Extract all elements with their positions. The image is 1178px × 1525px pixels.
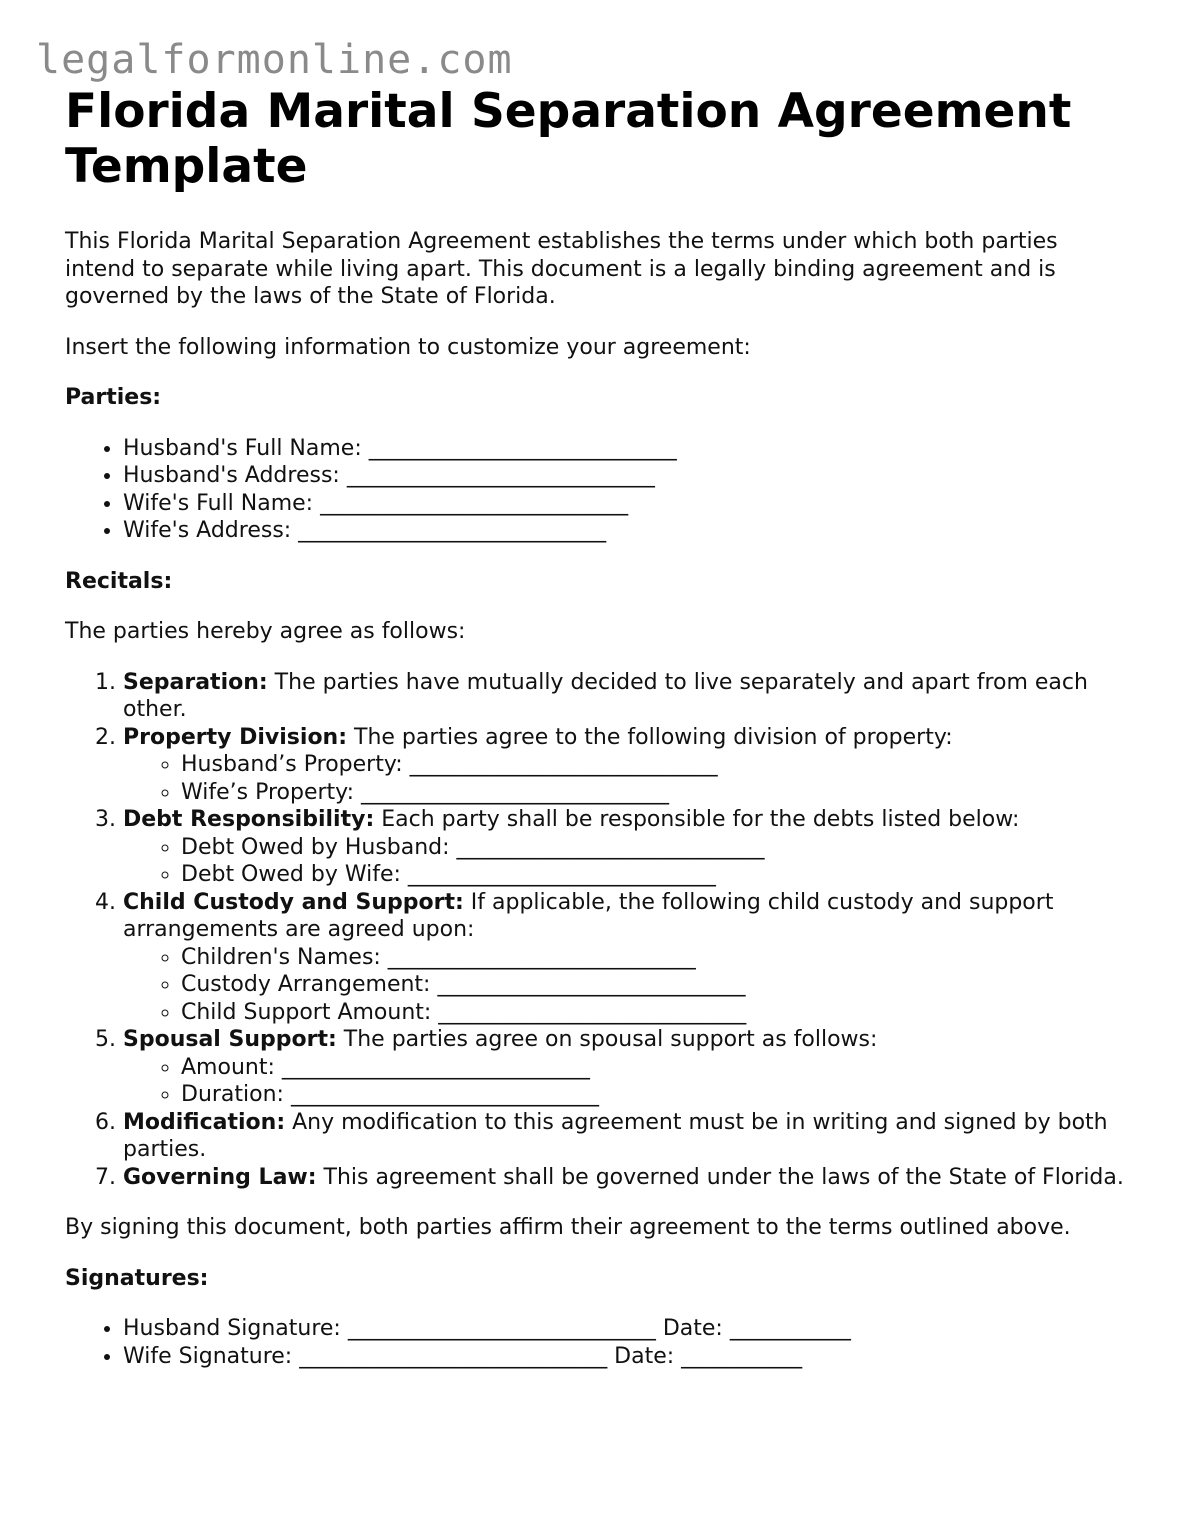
- field-debt-husband: ◦ Debt Owed by Husband: ____________________________: [181, 834, 1125, 862]
- recitals-heading: Recitals:: [65, 568, 173, 594]
- affirmation-paragraph: By signing this document, both parties affirm their agreement to the terms outlined above.: [65, 1215, 1071, 1240]
- property-sublist: [123, 751, 1125, 806]
- term-debt-responsibility: [123, 806, 1125, 889]
- term-governing-law: [123, 1164, 1125, 1192]
- instruction-paragraph: Insert the following information to customize your agreement:: [65, 334, 751, 360]
- field-spousal-duration: ◦ Duration: ____________________________: [181, 1081, 1125, 1109]
- field-children-names: ◦ Children's Names: ____________________________: [181, 944, 1125, 972]
- party-field-husband-name: • Husband's Full Name: ____________________________: [123, 435, 1125, 463]
- term-spousal-support: [123, 1026, 1125, 1109]
- term-modification: [123, 1109, 1125, 1164]
- terms-list: [65, 669, 1125, 1192]
- term-label: Property Division:: [123, 724, 348, 750]
- term-text: Any modification to this agreement must be in writing and signed by both parties.: [123, 1109, 1108, 1162]
- custody-sublist: [123, 944, 1125, 1027]
- document-page: [65, 84, 1125, 1370]
- party-field-husband-address: • Husband's Address: ____________________________: [123, 462, 1125, 490]
- debt-sublist: [123, 834, 1125, 889]
- spousal-sublist: [123, 1054, 1125, 1109]
- field-debt-wife: ◦ Debt Owed by Wife: ____________________________: [181, 861, 1125, 889]
- term-separation: [123, 669, 1125, 724]
- term-text: This agreement shall be governed under the laws of the State of Florida.: [316, 1164, 1124, 1190]
- term-label: Child Custody and Support:: [123, 889, 464, 915]
- recitals-lead: The parties hereby agree as follows:: [65, 619, 466, 644]
- field-child-support-amount: ◦ Child Support Amount: ____________________________: [181, 999, 1125, 1027]
- field-custody-arrangement: ◦ Custody Arrangement: ____________________________: [181, 971, 1125, 999]
- term-label: Spousal Support:: [123, 1027, 337, 1052]
- signatures-heading: Signatures:: [65, 1265, 209, 1291]
- field-spousal-amount: ◦ Amount: ____________________________: [181, 1054, 1125, 1082]
- term-label: Governing Law:: [123, 1164, 317, 1190]
- parties-heading: Parties:: [65, 385, 162, 410]
- term-label: Separation:: [123, 669, 268, 695]
- field-wife-property: ◦ Wife’s Property: ____________________________: [181, 779, 1125, 807]
- term-property-division: [123, 724, 1125, 807]
- term-text: The parties agree on spousal support as follows:: [336, 1027, 878, 1052]
- field-husband-property: ◦ Husband’s Property: ____________________________: [181, 751, 1125, 779]
- document-title: Florida Marital Separation Agreement Template: [65, 84, 1072, 194]
- party-field-wife-address: • Wife's Address: ____________________________: [123, 517, 1125, 545]
- term-label: Modification:: [123, 1109, 286, 1135]
- watermark-text: legalformonline.com: [36, 37, 513, 83]
- signatures-list: [65, 1315, 1125, 1370]
- term-text: If applicable, the following child custody and support arrangements are agreed upon:: [123, 889, 1054, 942]
- term-label: Debt Responsibility:: [123, 807, 375, 832]
- signature-line-wife: • Wife Signature: ____________________________ Date: ___________: [123, 1343, 1125, 1371]
- term-child-custody: [123, 889, 1125, 1027]
- term-text: The parties agree to the following division of property:: [347, 724, 953, 750]
- party-field-wife-name: • Wife's Full Name: ____________________________: [123, 490, 1125, 518]
- term-text: Each party shall be responsible for the debts listed below:: [374, 807, 1020, 832]
- parties-list: [65, 435, 1125, 545]
- intro-paragraph: This Florida Marital Separation Agreement establishes the terms under which both parties intend to separate while living apart. This document is a legally binding agreement and is governed by the laws of the State of Florida.: [65, 229, 1058, 309]
- signature-line-husband: • Husband Signature: ____________________________ Date: ___________: [123, 1315, 1125, 1343]
- term-text: The parties have mutually decided to live separately and apart from each other.: [123, 669, 1088, 722]
